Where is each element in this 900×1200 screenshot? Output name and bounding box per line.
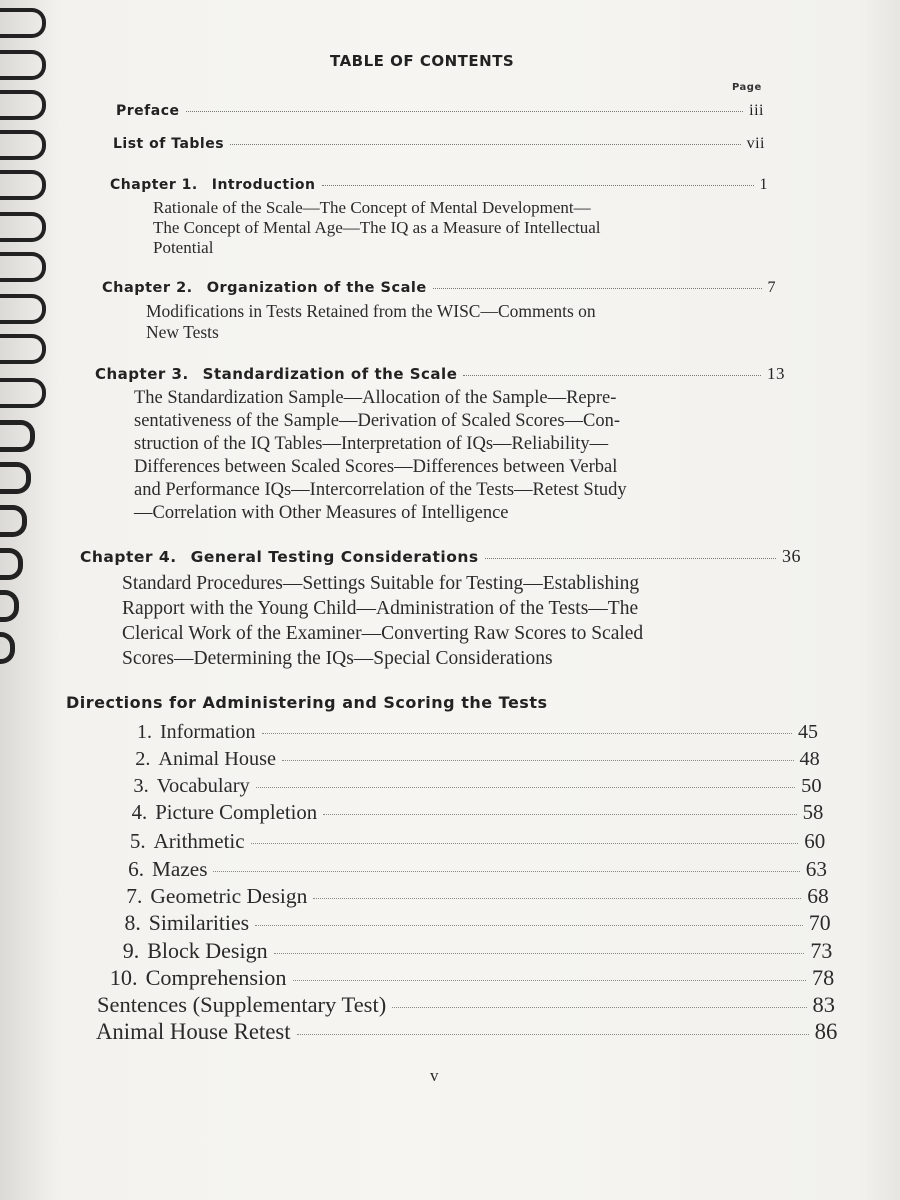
test-page: 63 [805,856,827,881]
test-number: 2. [135,748,151,771]
spiral-ring [0,8,46,38]
test-number: 4. [131,802,148,825]
chapter-title: General Testing Considerations [190,548,479,566]
description-line: Differences between Scaled Scores—Differences between Verbal [134,457,618,477]
leader-dots [251,843,799,844]
test-page: 78 [811,964,835,990]
chapter-1-description [153,198,743,258]
toc-entry-chapter-3[interactable] [95,364,785,384]
test-entry[interactable] [112,748,819,771]
test-entry[interactable] [111,775,822,798]
spiral-ring [0,462,31,494]
test-entry[interactable] [108,829,826,854]
test-entry[interactable] [114,721,818,744]
leader-dots [186,111,744,112]
leader-dots [297,1034,809,1035]
test-entry[interactable] [96,1019,837,1045]
test-page: 45 [798,721,818,743]
test-page: 86 [814,1019,838,1045]
description-line: and Performance IQs—Intercorrelation of the Tests—Retest Study [134,480,627,500]
test-page: 73 [810,937,833,963]
chapter-title: Standardization of the Scale [202,365,458,383]
toc-entry-page: vii [746,135,765,152]
test-label: Arithmetic [153,829,245,854]
test-number: 1. [137,721,152,743]
description-line: Potential [153,238,214,257]
spiral-ring [0,294,46,324]
test-entry[interactable] [106,857,827,882]
leader-dots [313,898,801,899]
test-entry[interactable] [101,938,832,964]
leader-dots [213,871,799,872]
spiral-ring [0,50,46,80]
leader-dots [433,288,762,289]
chapter-number: Chapter 4. [80,548,177,566]
directions-heading: Directions for Administering and Scoring the Tests [66,693,548,712]
description-line: sentativeness of the Sample—Derivation of Scaled Scores—Con- [134,411,621,431]
spiral-ring [0,90,46,120]
test-number: 7. [126,883,143,908]
test-label: Similarities [148,910,250,935]
description-line: Standard Procedures—Settings Suitable for Testing—Establishing [122,573,640,594]
chapter-4-description [122,571,772,671]
description-line: Clerical Work of the Examiner—Converting Raw Scores to Scaled [122,623,644,644]
test-entry[interactable] [97,992,835,1018]
leader-dots [485,558,776,559]
test-label: Sentences (Supplementary Test) [97,992,387,1017]
spiral-ring [0,334,46,364]
chapter-title: Introduction [211,177,316,193]
description-line: Scores—Determining the IQs—Special Considerations [122,648,553,669]
leader-dots [255,925,803,926]
spiral-ring [0,252,46,282]
spiral-ring [0,130,46,160]
chapter-number: Chapter 1. [110,177,198,193]
test-page: 50 [801,775,822,798]
description-line: The Standardization Sample—Allocation of the Sample—Repre- [134,388,617,408]
chapter-number: Chapter 2. [102,280,193,296]
test-label: Mazes [152,856,208,881]
leader-dots [323,814,796,815]
leader-dots [392,1007,806,1008]
description-line: Rationale of the Scale—The Concept of Mental Development— [153,198,591,217]
chapter-2-description [146,301,750,343]
test-entry[interactable] [100,965,835,991]
test-entry[interactable] [103,911,831,936]
test-label: Block Design [147,937,268,963]
toc-entry-list-of-tables[interactable] [113,135,765,153]
leader-dots [230,144,741,145]
leader-dots [262,733,792,734]
spiral-binding [0,0,60,1200]
spiral-ring [0,170,46,200]
spiral-ring [0,420,35,452]
toc-entry-chapter-2[interactable] [102,279,776,297]
test-label: Animal House [158,748,276,771]
test-number: 8. [124,910,141,935]
test-page: 60 [804,829,826,854]
toc-entry-chapter-4[interactable] [80,546,801,567]
test-entry[interactable] [109,802,823,825]
test-number: 9. [122,937,140,963]
spiral-ring [0,590,19,622]
toc-entry-page: 13 [767,364,785,383]
spiral-ring [0,548,23,580]
leader-dots [463,375,761,376]
leader-dots [293,980,806,981]
spiral-ring [0,505,27,537]
leader-dots [274,953,805,954]
test-page: 58 [802,802,824,825]
test-page: 68 [807,883,829,908]
toc-entry-chapter-1[interactable] [110,176,768,194]
spiral-ring [0,212,46,242]
chapter-number: Chapter 3. [95,365,189,383]
description-line: The Concept of Mental Age—The IQ as a Measure of Intellectual [153,218,601,237]
description-line: New Tests [146,322,219,342]
test-label: Animal House Retest [96,1019,291,1045]
chapter-title: Organization of the Scale [206,280,427,296]
test-entry[interactable] [104,884,828,909]
description-line: —Correlation with Other Measures of Intelligence [134,503,509,523]
spiral-ring [0,378,46,408]
test-page: 48 [799,748,820,771]
page-column-label: Page [732,82,762,93]
description-line: struction of the IQ Tables—Interpretation of IQs—Reliability— [134,434,609,454]
toc-entry-label: Preface [116,103,180,119]
test-label: Picture Completion [155,802,318,825]
page-title: TABLE OF CONTENTS [330,52,515,70]
test-label: Information [160,721,256,743]
test-number: 6. [128,856,144,881]
test-number: 5. [129,829,146,854]
toc-entry-page: 1 [759,176,768,193]
chapter-3-description [134,387,762,525]
toc-entry-page: 36 [782,546,801,566]
description-line: Modifications in Tests Retained from the WISC—Comments on [146,301,596,321]
test-number: 10. [109,964,138,990]
test-label: Geometric Design [150,883,308,908]
leader-dots [282,760,794,761]
toc-entry-page: iii [749,102,764,119]
leader-dots [322,185,754,186]
toc-entry-preface[interactable] [116,102,764,120]
test-page: 83 [812,992,835,1017]
test-page: 70 [808,910,831,935]
description-line: Rapport with the Young Child—Administration of the Tests—The [122,598,639,619]
test-label: Comprehension [145,964,287,990]
toc-entry-label: List of Tables [113,136,225,152]
spiral-ring [0,632,15,664]
test-number: 3. [133,775,149,798]
test-label: Vocabulary [156,775,250,798]
toc-entry-page: 7 [767,279,776,296]
leader-dots [256,787,795,788]
page-number: v [430,1066,439,1085]
